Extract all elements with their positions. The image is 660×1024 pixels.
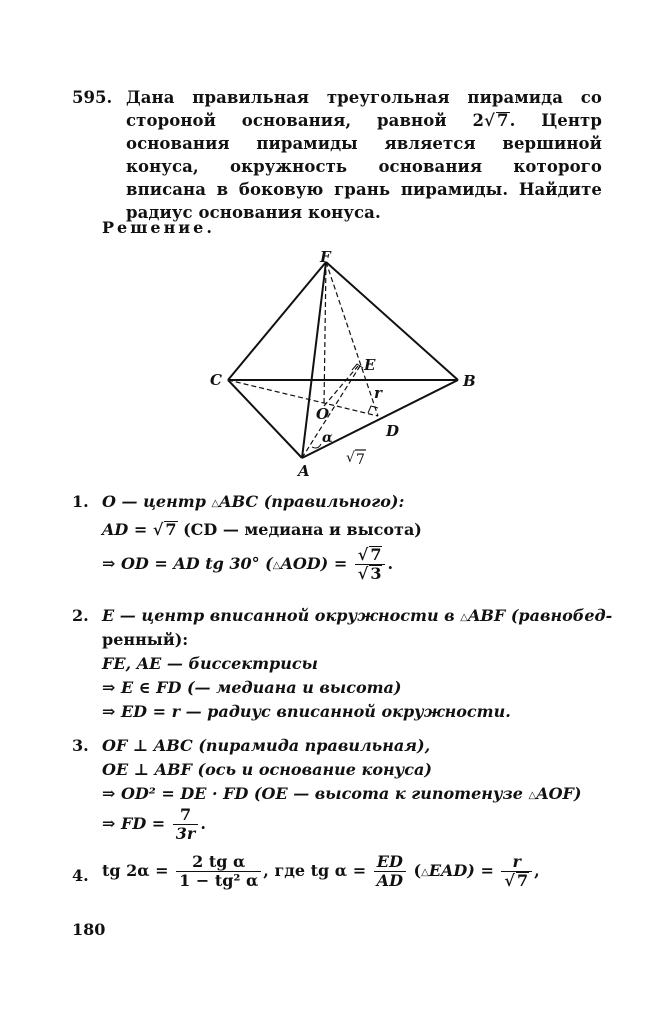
- label-C: C: [210, 371, 222, 389]
- pyramid-figure: [200, 248, 480, 478]
- line-OE: [324, 366, 358, 406]
- step-2-line-1: E — центр вписанной окружности в △ABF (равнобед-: [102, 606, 613, 625]
- step-2-line-5: ⇒ ED = r — радиус вписанной окружности.: [102, 702, 511, 721]
- step-4-number: 4.: [72, 866, 89, 885]
- step-1-number: 1.: [72, 492, 89, 511]
- step-3-line-1: OF ⊥ ABC (пирамида правильная),: [102, 736, 431, 755]
- step-1-line-1: O — центр △ABC (правильного):: [102, 492, 405, 511]
- edge-FC: [228, 262, 326, 380]
- fraction-tg2a: $\frac{\text{2 tg α}}{\text{1 − tg² α}}$: [176, 853, 261, 890]
- edge-FB: [326, 262, 458, 380]
- step-2-line-4: ⇒ E ∈ FD (— медиана и высота): [102, 678, 402, 697]
- label-B: B: [463, 372, 476, 390]
- right-angle-D: [368, 406, 378, 413]
- edge-CA: [228, 380, 302, 458]
- problem-number: 595.: [72, 88, 113, 107]
- problem-text: Дана правильная треугольная пирамида со стороной основания, равной 2√ 7. Центр основания пирамиды является вершиной конуса, окружность основания которого вписана в боковую грань пирамиды. Найдите радиус основания конуса.: [126, 88, 602, 222]
- step-1-line-2: AD = √ 7 (CD — медиана и высота): [102, 520, 422, 539]
- step-2-line-3: FE, AE — биссектрисы: [102, 654, 318, 673]
- page-number: 180: [72, 920, 106, 939]
- fraction-ED-AD: $\frac{ED}{AD}$: [374, 853, 406, 890]
- fraction-7-3r: $\frac{7}{3r}$: [173, 806, 199, 843]
- step-3-line-4: ⇒ FD = $\frac{7}{3r}$ .: [102, 805, 206, 843]
- svg-text:√: √: [346, 450, 355, 466]
- fraction-root7-root3: $\frac{√ 7}{√ 3}$: [355, 546, 386, 583]
- label-F: F: [320, 248, 331, 266]
- angle-alpha-arc: [312, 444, 321, 448]
- label-E: E: [364, 356, 376, 374]
- step-1-line-3: ⇒ OD = AD tg 30° (△AOD) = $\frac{√ 7}{√ 3}$ .: [102, 545, 394, 583]
- problem-statement: [72, 86, 602, 224]
- label-A: A: [298, 462, 310, 478]
- edge-FA: [302, 262, 326, 458]
- label-alpha: α: [322, 430, 333, 446]
- step-3-number: 3.: [72, 736, 89, 755]
- step-2-line-2: ренный):: [102, 630, 189, 649]
- label-r: r: [374, 384, 382, 402]
- median-CD: [228, 380, 378, 416]
- step-3-line-2: OE ⊥ ABF (ось и основание конуса): [102, 760, 432, 779]
- label-O: O: [316, 405, 330, 423]
- fraction-r-root7: $\frac{r}{√ 7}$: [501, 853, 532, 890]
- svg-text:7: 7: [356, 452, 365, 468]
- step-3-line-3: ⇒ OD² = DE · FD (OE — высота к гипотенузе △AOF): [102, 784, 582, 803]
- solution-label: Решение.: [102, 218, 215, 237]
- step-4-line-1: tg 2α = $\frac{\text{2 tg α}}{\text{1 − tg² α}}$ , где tg α = $\frac{ED}{AD}$ (△EAD) = $\frac{r}{√ 7}$ ,: [102, 852, 540, 890]
- step-2-number: 2.: [72, 606, 89, 625]
- label-D: D: [386, 422, 400, 440]
- label-side: [346, 450, 366, 468]
